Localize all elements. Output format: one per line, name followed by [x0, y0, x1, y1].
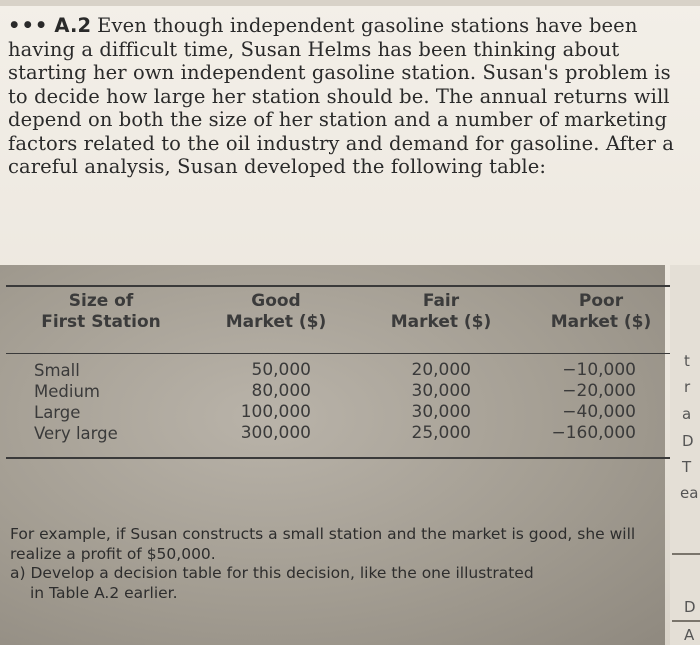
edge-char-2: r — [684, 378, 691, 396]
row-small-poor: −10,000 — [562, 360, 636, 380]
facing-page-edge — [670, 265, 700, 645]
row-small-size: Small — [34, 361, 80, 380]
row-large-fair: 30,000 — [411, 402, 471, 422]
example-note — [10, 525, 660, 603]
row-very-large-good: 300,000 — [240, 423, 311, 443]
difficulty-dots: ••• — [8, 14, 49, 37]
row-medium-poor: −20,000 — [562, 381, 636, 401]
edge-rule-1 — [672, 553, 700, 555]
row-medium-size: Medium — [34, 382, 100, 401]
table-header-rule — [6, 353, 672, 354]
row-very-large-fair: 25,000 — [411, 423, 471, 443]
row-large-good: 100,000 — [240, 402, 311, 422]
row-very-large-size: Very large — [34, 424, 118, 443]
edge-char-1: t — [684, 352, 690, 370]
row-medium-good: 80,000 — [251, 381, 311, 401]
edge-char-3: a — [682, 405, 692, 423]
row-large-poor: −40,000 — [562, 402, 636, 422]
edge-char-8: A — [684, 626, 695, 644]
row-small-fair: 20,000 — [411, 360, 471, 380]
edge-char-4: D — [682, 432, 694, 450]
part-a-line-1: a) Develop a decision table for this decision, like the one illustrated — [10, 564, 534, 582]
header-fair-market: Fair Market ($) — [390, 291, 492, 332]
problem-text: Even though independent gasoline stations have been having a difficult time, Susan Helms has been thinking about starting her own independent gasoline station. Susan's problem is to decide how large her station should be. The annual returns will depend on both the size of her station and a number of marketing factors related to the oil industry and demand for gasoline. After a careful analysis, Susan developed the following table: — [8, 14, 675, 178]
table-bottom-rule — [6, 457, 672, 459]
problem-number: A.2 — [54, 14, 92, 37]
example-text: For example, if Susan constructs a small station and the market is good, she will realize a profit of $50,000. — [10, 525, 636, 563]
problem-statement — [8, 14, 683, 179]
row-medium-fair: 30,000 — [411, 381, 471, 401]
edge-char-7: D — [684, 598, 696, 616]
header-poor-market: Poor Market ($) — [550, 291, 652, 332]
row-small-good: 50,000 — [251, 360, 311, 380]
row-very-large-poor: −160,000 — [551, 423, 636, 443]
part-a-line-2: in Table A.2 earlier. — [30, 583, 178, 602]
edge-char-6: ea — [680, 484, 699, 502]
edge-rule-2 — [672, 620, 700, 622]
row-large-size: Large — [34, 403, 81, 422]
edge-char-5: T — [682, 458, 692, 476]
page-top-rule — [0, 0, 700, 6]
header-size: Size of First Station — [41, 291, 161, 332]
table-top-rule — [6, 285, 672, 287]
header-good-market: Good Market ($) — [225, 291, 327, 332]
